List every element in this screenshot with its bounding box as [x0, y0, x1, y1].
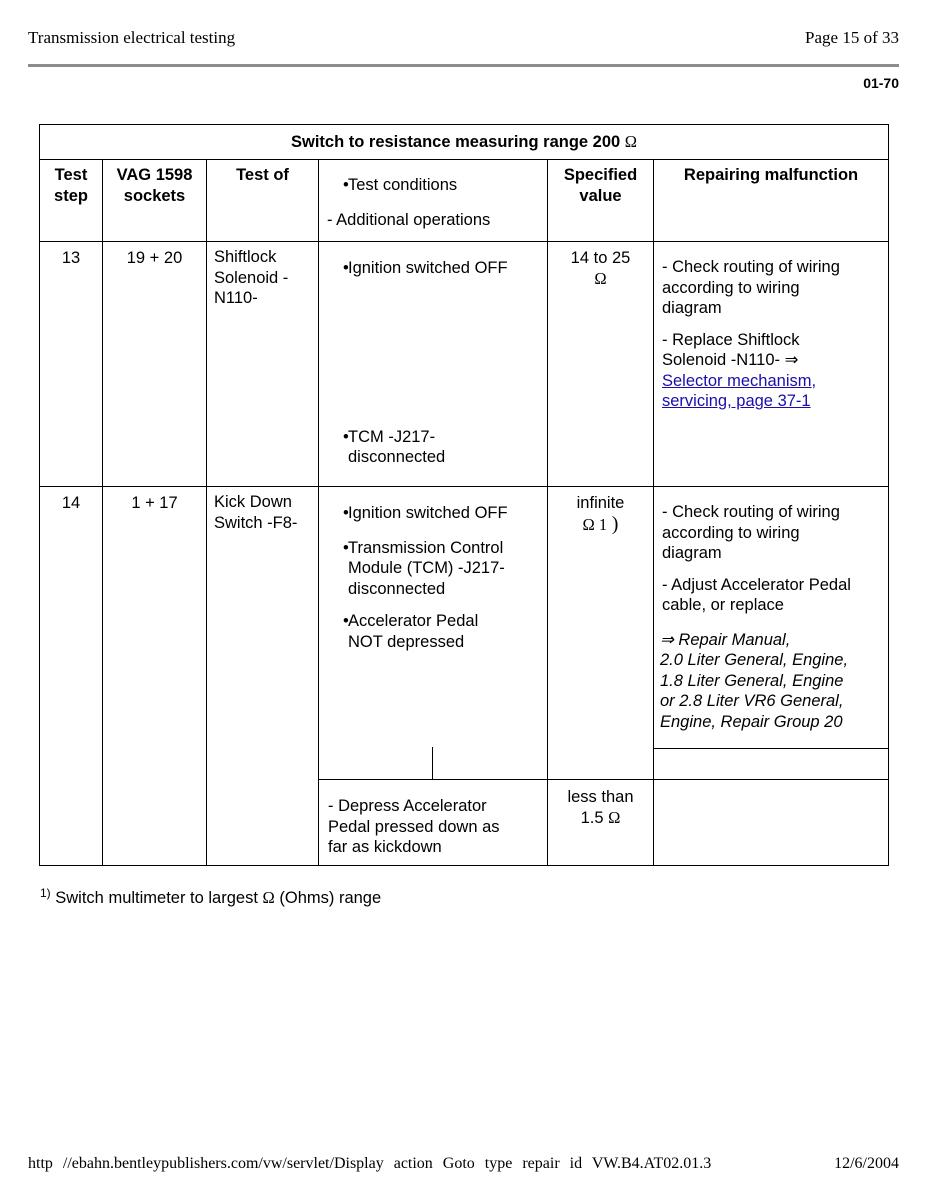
- cell-divider-tick: [432, 747, 433, 779]
- step-13: 13: [40, 242, 103, 487]
- value-14: infinite Ω 1 ): [548, 487, 654, 780]
- table-row: [40, 487, 889, 780]
- test-of-13: Shiftlock Solenoid - N110-: [207, 242, 319, 487]
- col-sockets: VAG 1598 sockets: [103, 160, 207, 242]
- col-test-of: Test of: [207, 160, 319, 242]
- footnote: $^{1)}$ Switch multimeter to largest Ω (Ohms) range: [40, 886, 382, 907]
- sockets-14: 1 + 17: [103, 487, 207, 866]
- footer-url: http //ebahn.bentleypublishers.com/vw/servlet/Display action Goto type repair id VW.B4.AT02.01.3: [28, 1155, 712, 1172]
- repair-divider: [654, 748, 888, 749]
- table-row: [40, 242, 889, 487]
- repair-13: - Check routing of wiring according to wiring diagram - Replace Shiftlock Solenoid -N110- ⇒ Selector mechanism, servicing, page 37-1: [654, 242, 889, 487]
- table-caption: Switch to resistance measuring range 200 Ω: [40, 125, 889, 160]
- selector-mechanism-link[interactable]: Selector mechanism,: [662, 371, 817, 390]
- col-specified: Specified value: [548, 160, 654, 242]
- document-code: 01-70: [863, 75, 899, 91]
- test-of-14: Kick Down Switch -F8-: [207, 487, 319, 866]
- sockets-13: 19 + 20: [103, 242, 207, 487]
- op-value-14: less than 1.5 Ω: [548, 780, 654, 866]
- header-divider: [28, 64, 899, 67]
- conditions-13: • Ignition switched OFF • TCM -J217- disconnected: [319, 242, 548, 487]
- page-number: Page 15 of 33: [805, 28, 899, 47]
- document-title: Transmission electrical testing: [28, 28, 236, 47]
- value-13: 14 to 25 Ω: [548, 242, 654, 487]
- col-conditions: • Test conditions - Additional operations: [319, 160, 548, 242]
- repair-14: - Check routing of wiring according to wiring diagram - Adjust Accelerator Pedal cable, or replace ⇒ Repair Manual, 2.0 Liter General, Engine, 1.8 Liter General, Engine or 2.8 Liter VR6 General, Engine, Repair Group 20: [654, 487, 889, 780]
- repair-14-empty: [654, 780, 889, 866]
- operation-14: - Depress Accelerator Pedal pressed down as far as kickdown: [319, 780, 548, 866]
- selector-mechanism-link-cont[interactable]: servicing, page 37-1: [662, 392, 811, 410]
- conditions-14: • Ignition switched OFF • Transmission Control Module (TCM) -J217- disconnected • Accelerator Pedal NOT depressed: [319, 487, 548, 780]
- test-table: [39, 124, 889, 866]
- footer-date: 12/6/2004: [834, 1155, 899, 1172]
- step-14: 14: [40, 487, 103, 866]
- col-test-step: Test step: [40, 160, 103, 242]
- col-repair: Repairing malfunction: [654, 160, 889, 242]
